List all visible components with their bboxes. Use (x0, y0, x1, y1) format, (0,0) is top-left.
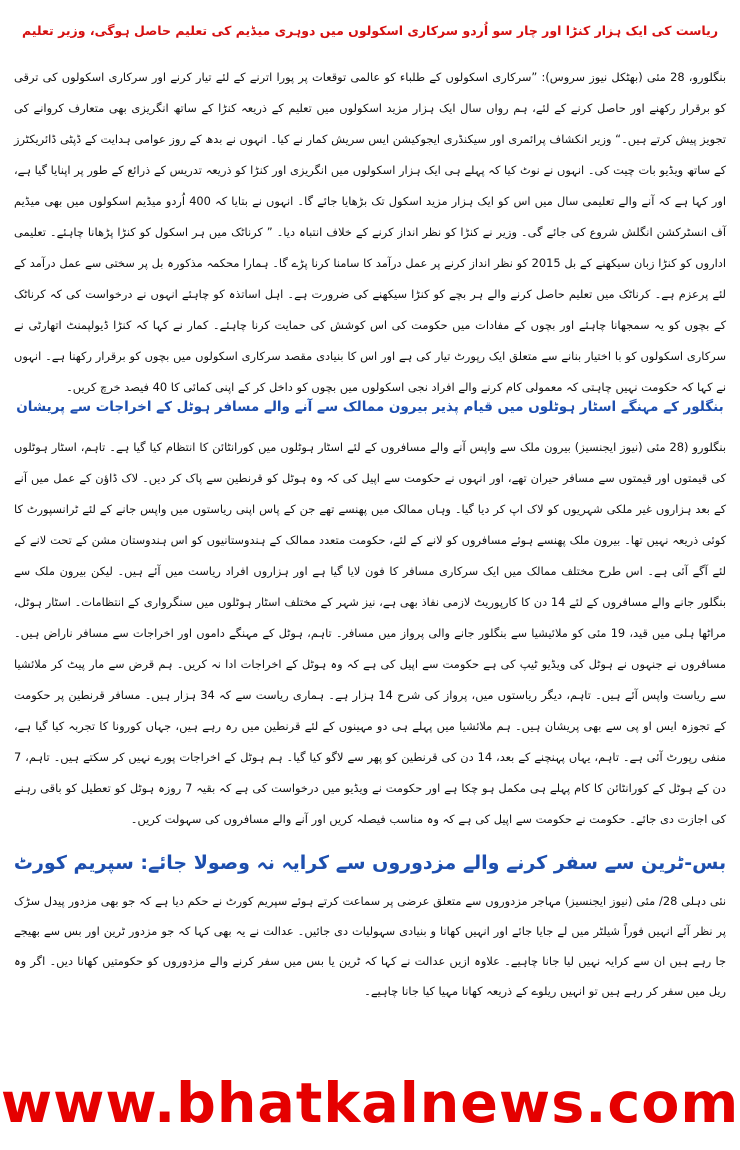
article-supreme-court: نئی دہلی 28/ مئی (نیوز ایجنسیز) مہاجر مزدوروں سے متعلق عرضی پر سماعت کرتے ہوئے سپریم کورٹ نے حکم دیا ہے کہ جو بھی مزدور پیدل سڑک پر نظر آئے انہیں فوراً شیلٹر میں لے جایا جائے اور انہیں کھانا و بنیادی سہولیات دی جائیں۔ عدالت نے یہ بھی کہا کہ جو مزدور ٹرین اور بس سے بھیجے جا رہے ہیں ان سے کرایہ نہیں لیا جانا چاہیے۔ علاوہ ازیں عدالت نے کہا کہ ٹرین یا بس میں سفر کرنے والے مزدوروں کو حکومتیں کھانا دیں۔ اگر وہ ریل میں سفر کر رہے ہیں تو انہیں ریلوے کے ذریعہ کھانا مہیا کیا جانا چاہیے۔ (14, 894, 727, 998)
headline-hotel: بنگلور کے مہنگے اسٹار ہوٹلوں میں قیام پذیر بیرون ممالک سے آنے والے مسافر ہوٹل کے اخراجات سے پریشان (16, 399, 724, 415)
headline-education: ریاست کی ایک ہزار کنڑا اور چار سو اُردو سرکاری اسکولوں میں دوہری میڈیم کی تعلیم حاصل ہوگی، وزیر تعلیم (21, 23, 719, 38)
headline-supreme-court: بس-ٹرین سے سفر کرنے والے مزدوروں سے کرایہ نہ وصولا جائے: سپریم کورٹ (13, 852, 727, 874)
site-url-banner[interactable]: www.bhatkalnews.com (0, 1071, 740, 1136)
article-hotel: بنگلورو (28 مئی (نیوز ایجنسیز) بیرون ملک سے واپس آنے والے مسافروں کے لئے اسٹار ہوٹلوں میں کورانٹائن کا انتظام کیا گیا ہے۔ تاہم، اسٹار ہوٹلوں کی قیمتوں اور قیمتوں سے مسافر حیران تھے، اور انہوں نے حکومت سے اپیل کی کہ وہ ہوٹل کو قرنطین سے پاک کر دیں۔ لاک ڈاؤن کے عمل میں آنے کے بعد ہزاروں غیر ملکی شہریوں کو لاک اپ کر دیا گیا۔ وہاں ممالک میں پھنسے تھے جن کے پاس اپنی ریاستوں میں واپس جانے کے لئے ٹرانسپورٹ کا کوئی ذریعہ نہیں تھا۔ بیرون ملک پھنسے ہوئے مسافروں کو لانے کے لئے، حکومت متعدد ممالک کے ہندوستانیوں کو اس ہندوستان مشن کے تحت لانے کے لئے آگے آئی ہے۔ اس طرح مختلف ممالک میں ایک سرکاری مسافر کا فون لایا گیا ہے اور ہزاروں افراد ریاست میں آئے ہیں۔ لیکن بیرون ملک سے بنگلور جانے والے مسافروں کے لئے 14 دن کا کارپوریٹ لازمی نفاذ بھی ہے، نیز شہر کے مختلف اسٹار ہوٹلوں میں سنگرواری کے انتظامات۔ اسٹار ہوٹل، مراٹھا ہلی میں قید، 19 مئی کو ملائیشیا سے بنگلور جانے والی پرواز میں مسافر۔ تاہم، ہوٹل کے مہنگے داموں اور اخراجات سے مسافر ناراض ہیں۔ مسافروں نے جنہوں نے ہوٹل کی ویڈیو ٹیپ کی ہے حکومت سے اپیل کی ہے کہ وہ ہوٹل کے اخراجات ادا نہ کریں۔ ہم قرض سے مار پیٹ کر ملائشیا سے ریاست واپس آئے ہیں۔ تاہم، دیگر ریاستوں میں، پرواز کی شرح 14 ہزار ہے۔ ہماری ریاست سے کہ 34 ہزار ہیں۔ مسافر قرنطین پر حکومت کے تجوزہ ایس او پی سے بھی پریشان ہیں۔ ہم ملائشیا میں پہلے ہی دو مہینوں کے لئے قرنطین میں رہ رہے ہیں، جہاں کورونا کا تجربہ کیا گیا ہے، منفی رپورٹ آئی ہے۔ تاہم، یہاں پہنچنے کے بعد، 14 دن کی قرنطین کو پھر سے لاگو کیا گیا۔ ہم ہوٹل کے اخراجات پورے نہیں کر سکتے ہیں۔ تاہم، 7 دن کے ہوٹل کے کورانٹائن کا کام پہلے ہی مکمل ہو چکا ہے اور حکومت نے ویڈیو میں درخواست کی ہے کہ بقیہ 7 روزہ ہوٹل کو تعطیل کو باقی رہنے کی اجازت دی جائے۔ حکومت نے حکومت سے اپیل کی ہے کہ وہ مناسب فیصلہ کریں اور آنے والے مسافروں کی سہولت کریں۔ (14, 440, 726, 826)
article-education: بنگلورو، 28 مئی (بھٹکل نیوز سروس): ”سرکاری اسکولوں کے طلباء کو عالمی توقعات پر پورا اترنے کے لئے تیار کرنے اور سرکاری اسکولوں کی ترقی کو برقرار رکھنے اور حاصل کرنے کے لئے، ہم رواں سال ایک ہزار مزید اسکولوں میں تعلیم کے ذریعہ کنڑا کے ساتھ انگریزی بھی متعارف کروانے کی تجویز پیش کرتے ہیں۔“ وزیر انکشاف پرائمری اور سیکنڈری ایجوکیشن ایس سریش کمار نے کیا۔ انہوں نے بدھ کے روز عوامی ہدایت کے ڈپٹی ڈائریکٹرز کے ساتھ ویڈیو بات چیت کی۔ انہوں نے نوٹ کیا کہ پہلے ہی ایک ہزار اسکولوں میں انگریزی اور کنڑا کو ذریعہ تدریس کے ذرائع کے طور پر اپنایا گیا ہے، اور کہا ہے کہ آنے والے تعلیمی سال میں اس کو ایک ہزار مزید اسکول تک بڑھایا جائے گا۔ انہوں نے بتایا کہ 400 اُردو میڈیم اسکولوں میں بھی میڈیم آف انسٹرکشن انگلش شروع کی جائے گی۔ وزیر نے کنڑا کو نظر انداز کرنے کے خلاف انتباہ دیا۔ ” کرناٹک میں ہر اسکول کو کنڑا پڑھانا چاہئے۔ تعلیمی اداروں کو کنڑا زبان سیکھنے کے بل 2015 کو نظر انداز کرنے پر عمل درآمد کا سامنا کرنا پڑے گا۔ ہمارا محکمہ مذکورہ بل پر سختی سے عمل درآمد کے لئے پرعزم ہے۔ کرناٹک میں تعلیم حاصل کرنے والے ہر بچے کو کنڑا سیکھنے کی ضرورت ہے۔ اہل اساتذہ کو چاہئے انہوں نے درخواست کی کہ کرناٹک کے بچوں کو یہ سمجھانا چاہئے اور بچوں کے مفادات میں حکومت کی اس کوشش کی حمایت کرنا چاہئے۔ کمار نے کہا کہ کنڑا ڈیولپمنٹ اتھارٹی نے سرکاری اسکولوں کو با اختیار بنانے سے متعلق ایک رپورٹ تیار کی ہے اور اس کا بنیادی مقصد سرکاری اسکولوں میں بچوں کو برقرار رکھنا ہے۔ انہوں نے کہا کہ حکومت نہیں چاہتی کہ معمولی کام کرنے والے افراد نجی اسکولوں میں بچوں کو داخل کر کے اپنی کمائی کا 40 فیصد خرچ کریں۔ (14, 70, 727, 394)
